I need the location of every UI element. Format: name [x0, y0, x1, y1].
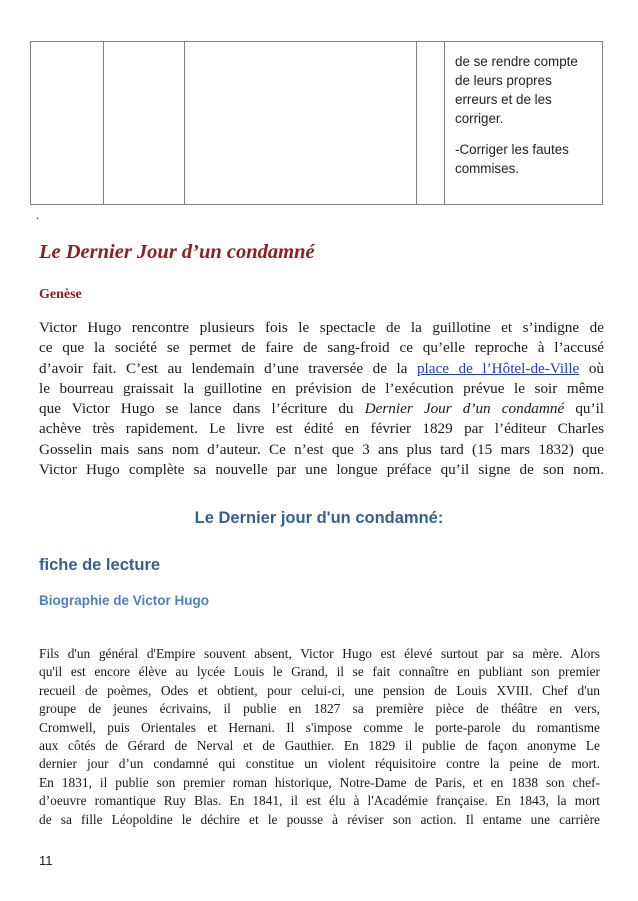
biography-heading: Biographie de Victor Hugo: [39, 593, 210, 608]
biography-paragraph: [39, 645, 600, 829]
table-line: commises.: [455, 161, 519, 176]
criteria-table: [30, 41, 603, 205]
page-number: 11: [39, 853, 53, 868]
bio-line: Cromwell, puis Orientales et Hernani. Il s'impose comme le porte-parole du romantisme: [39, 719, 600, 735]
table-cell-empty-4: [417, 42, 445, 205]
paragraph-line: Victor Hugo complète sa nouvelle par une longue préface qu’il signe de son nom.: [39, 461, 604, 479]
table-cell-paragraph-1: [455, 52, 594, 128]
table-cell-empty-1: [31, 42, 104, 205]
table-cell-text: [445, 42, 603, 205]
genese-paragraph: [39, 318, 604, 480]
bio-line: recueil de poèmes, Odes et obtient, pour celui-ci, une pension de Louis XVIII. Chef d'un: [39, 682, 600, 698]
bio-line: En 1831, il publie son premier roman historique, Notre-Dame de Paris, et en 1838 son chef-: [39, 774, 600, 790]
table-line: de se rendre compte: [455, 54, 578, 69]
table-line: erreurs et de les: [455, 92, 552, 107]
book-title-italic: Dernier Jour d’un condamné: [364, 400, 565, 418]
table-cell-paragraph-2: [455, 140, 594, 178]
bio-line: groupe de jeunes écrivains, il publie en 1827 sa première pièce de théâtre en vers,: [39, 701, 600, 717]
paragraph-line: d’avoir fait. C’est au lendemain d’une traversée de la place de l’Hôtel-de-Ville où: [39, 359, 605, 377]
paragraph-line: que Victor Hugo se lance dans l’écriture du Dernier Jour d’un condamné qu’il: [39, 400, 605, 418]
paragraph-line: Gosselin mais sans nom d’auteur. Ce n’est que 3 ans plus tard (15 mars 1832) que: [39, 440, 604, 458]
paragraph-line: ce que la société se permet de faire de sang-froid ce qu’elle reproche à l’accusé: [39, 339, 604, 357]
table-line: de leurs propres: [455, 73, 552, 88]
bio-line: de sa fille Léopoldine le déchire et le pousse à réviser son action. Il entame une carrière: [39, 811, 600, 827]
paragraph-line: Victor Hugo rencontre plusieurs fois le spectacle de la guillotine et s’indigne de: [39, 319, 604, 336]
bio-line: dernier jour d’un condamné qui constitue un violent réquisitoire contre la peine de mort.: [39, 756, 600, 772]
reading-sheet-heading: Le Dernier jour d'un condamné:: [194, 509, 444, 527]
bio-line: d’oeuvre romantique Ruy Blas. En 1841, il est élu à l'Académie française. En 1843, la mort: [39, 793, 600, 809]
separator-dot: .: [36, 208, 39, 222]
section-title: Le Dernier Jour d’un condamné: [39, 241, 315, 263]
bio-line: aux côtés de Gérard de Nerval et de Gauthier. En 1829 il publie de façon anonyme Le: [39, 738, 600, 754]
hotel-de-ville-link[interactable]: place de l’Hôtel-de-Ville: [416, 359, 580, 377]
paragraph-line: le bourreau graissait la guillotine en prévision de l’exécution prévue le soir même: [39, 379, 604, 397]
fiche-heading: fiche de lecture: [39, 556, 161, 574]
bio-line: Fils d'un général d'Empire souvent absent, Victor Hugo est élevé surtout par sa mère. Alors: [39, 646, 600, 661]
bio-line: qu'il est encore élève au lycée Louis le Grand, il se fait connaître en publiant son premier: [39, 664, 600, 680]
paragraph-line: achève très rapidement. Le livre est édité en février 1829 par l’éditeur Charles: [39, 420, 604, 438]
table-line: corriger.: [455, 111, 504, 126]
table-line: -Corriger les fautes: [455, 142, 569, 157]
subsection-genese: Genèse: [39, 287, 82, 302]
table-cell-empty-2: [104, 42, 185, 205]
table-cell-empty-3: [185, 42, 417, 205]
